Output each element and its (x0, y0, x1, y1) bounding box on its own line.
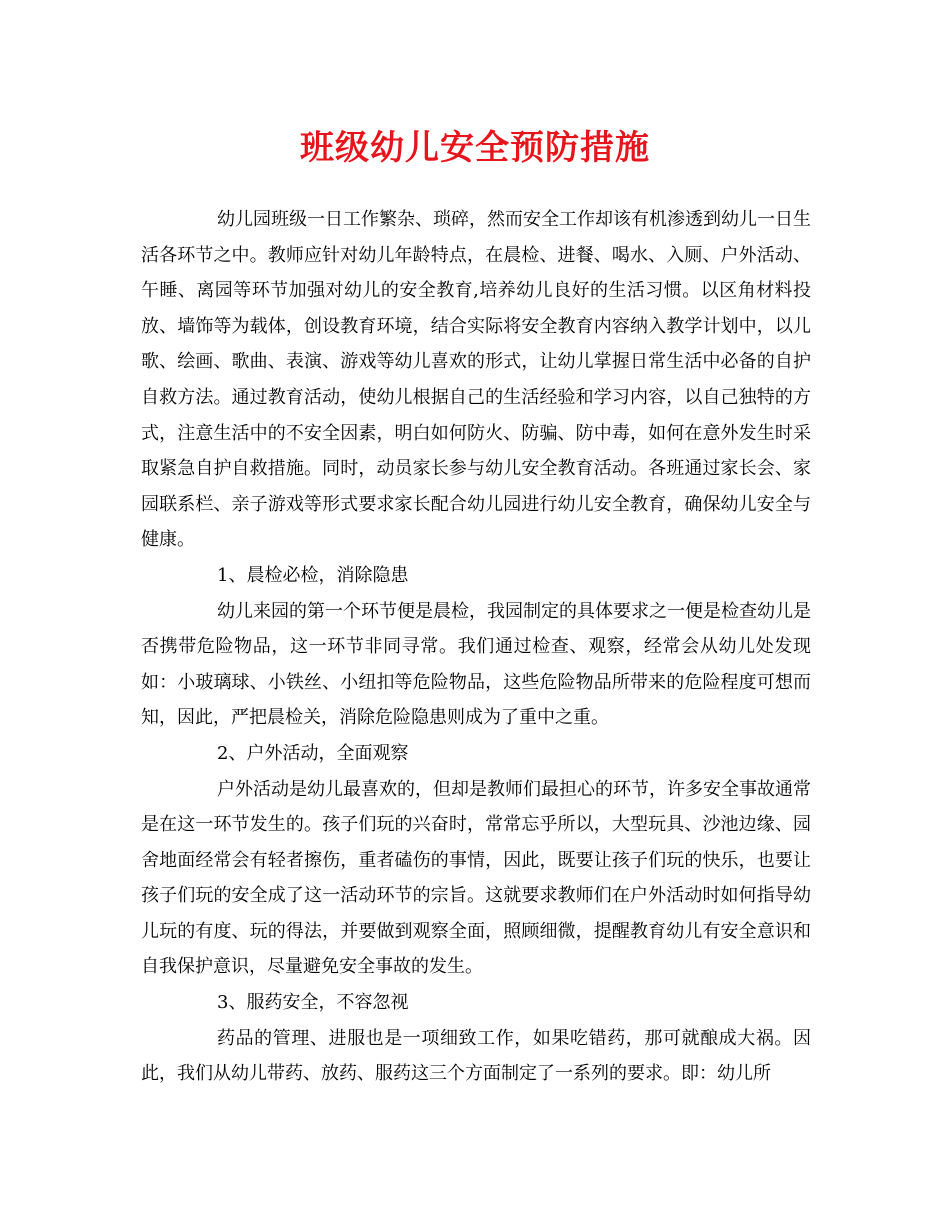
section-paragraph-2: 户外活动是幼儿最喜欢的，但却是教师们最担心的环节，许多安全事故通常是在这一环节发生的。孩子们玩的兴奋时，常常忘乎所以，大型玩具、沙池边缘、园舍地面经常会有轻者擦伤，重者磕伤的事情，因此，既要让孩子们玩的快乐，也要让孩子们玩的安全成了这一活动环节的宗旨。这就要求教师们在户外活动时如何指导幼儿玩的有度、玩的得法，并要做到观察全面，照顾细微，提醒教育幼儿有安全意识和自我保护意识，尽量避免安全事故的发生。 (141, 778, 811, 978)
section-paragraph-1: 幼儿来园的第一个环节便是晨检，我园制定的具体要求之一便是检查幼儿是否携带危险物品，这一环节非同寻常。我们通过检查、观察，经常会从幼儿处发现如：小玻璃球、小铁丝、小纽扣等危险物品，这些危险物品所带来的危险程度可想而知，因此，严把晨检关，消除危险隐患则成为了重中之重。 (141, 600, 811, 729)
document-body (141, 202, 811, 1092)
section-paragraph-3: 药品的管理、进服也是一项细致工作，如果吃错药，那可就酿成大祸。因此，我们从幼儿带药、放药、服药这三个方面制定了一系列的要求。即：幼儿所 (141, 1027, 811, 1085)
document-title: 班级幼儿安全预防措施 (300, 128, 650, 168)
section-heading-3: 3、服药安全，不容忽视 (217, 992, 409, 1014)
intro-paragraph: 幼儿园班级一日工作繁杂、琐碎，然而安全工作却该有机渗透到幼儿一日生活各环节之中。教师应针对幼儿年龄特点，在晨检、进餐、喝水、入厕、户外活动、午睡、离园等环节加强对幼儿的安全教育,培养幼儿良好的生活习惯。以区角材料投放、墙饰等为载体，创设教育环境，结合实际将安全教育内容纳入教学计划中，以儿歌、绘画、歌曲、表演、游戏等幼儿喜欢的形式，让幼儿掌握日常生活中必备的自护自救方法。通过教育活动，使幼儿根据自己的生活经验和学习内容，以自己独特的方式，注意生活中的不安全因素，明白如何防火、防骗、防中毒，如何在意外发生时采取紧急自护自救措施。同时，动员家长参与幼儿安全教育活动。各班通过家长会、家园联系栏、亲子游戏等形式要求家长配合幼儿园进行幼儿安全教育，确保幼儿安全与健康。 (141, 209, 811, 551)
section-heading-1: 1、晨检必检，消除隐患 (217, 564, 409, 586)
section-heading-2: 2、户外活动，全面观察 (217, 742, 409, 764)
